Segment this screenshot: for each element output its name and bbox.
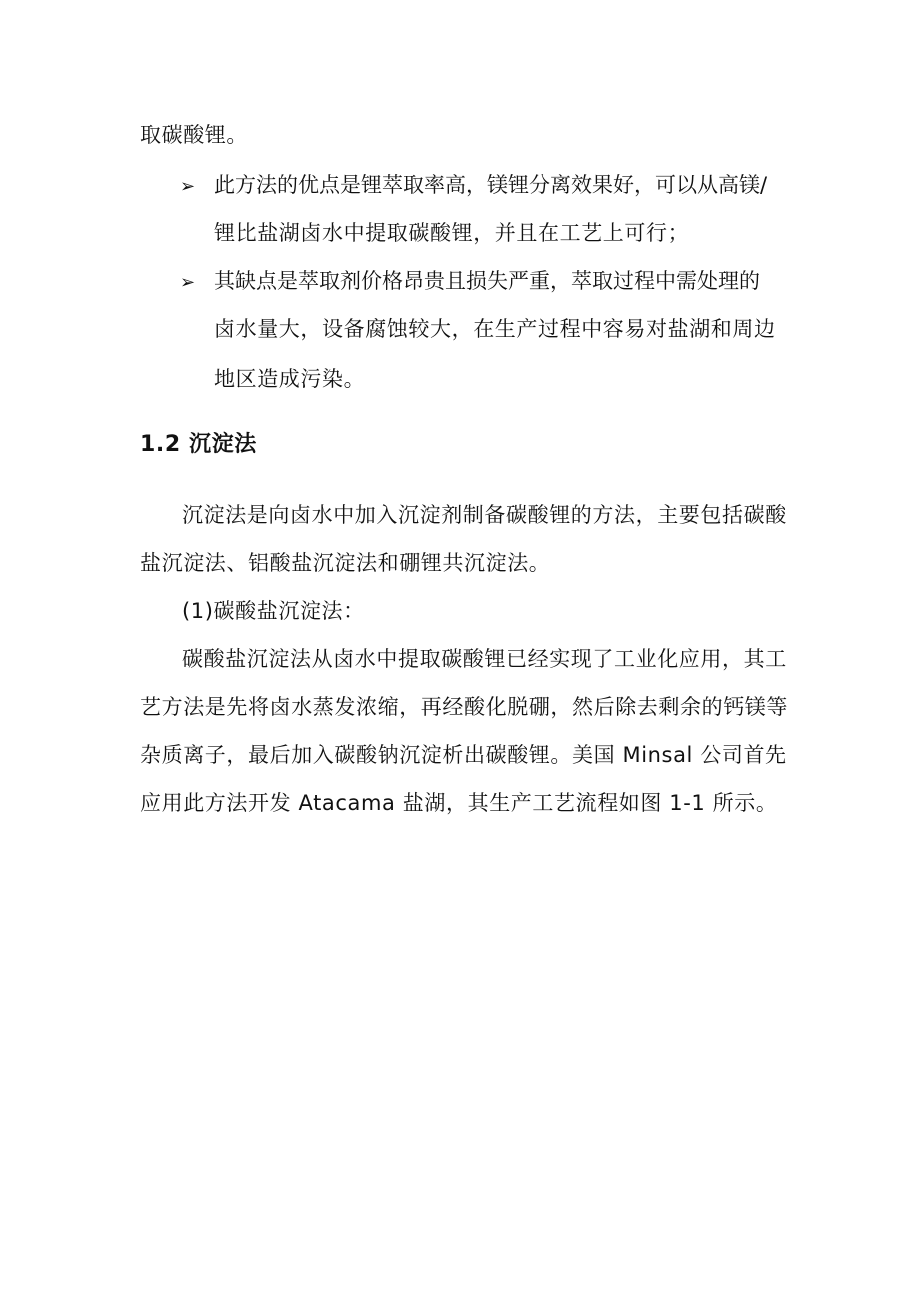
section-heading: 1.2 沉淀法 — [140, 432, 257, 457]
bullet-2-line-1: 其缺点是萃取剂价格昂贵且损失严重，萃取过程中需处理的 — [214, 269, 760, 293]
section-para1-line-1: 沉淀法是向卤水中加入沉淀剂制备碳酸锂的方法，主要包括碳酸 — [182, 503, 787, 527]
bullet-item-disadvantages — [180, 266, 760, 298]
arrow-bullet-icon: ➢ — [180, 272, 196, 293]
bullet-2-line-3: 地区造成污染。 — [214, 367, 366, 391]
bullet-1-line-1: 此方法的优点是锂萃取率高，镁锂分离效果好，可以从高镁/ — [214, 173, 768, 197]
arrow-bullet-icon: ➢ — [180, 176, 196, 197]
section-para2-line-3: 杂质离子，最后加入碳酸钠沉淀析出碳酸锂。美国 Minsal 公司首先 — [140, 743, 787, 767]
bullet-item-advantages — [180, 170, 767, 202]
intro-tail-text: 取碳酸锂。 — [140, 123, 248, 147]
subsection-label: (1)碳酸盐沉淀法： — [182, 599, 365, 623]
section-para2-line-2: 艺方法是先将卤水蒸发浓缩，再经酸化脱硼，然后除去剩余的钙镁等 — [140, 695, 788, 719]
section-para1-line-2: 盐沉淀法、铝酸盐沉淀法和硼锂共沉淀法。 — [140, 551, 551, 575]
bullet-1-line-2: 锂比盐湖卤水中提取碳酸锂，并且在工艺上可行； — [214, 221, 690, 245]
section-para2-line-4: 应用此方法开发 Atacama 盐湖，其生产工艺流程如图 1-1 所示。 — [140, 791, 778, 815]
bullet-2-line-2: 卤水量大，设备腐蚀较大，在生产过程中容易对盐湖和周边 — [214, 317, 776, 341]
section-para2-line-1: 碳酸盐沉淀法从卤水中提取碳酸锂已经实现了工业化应用，其工 — [182, 647, 787, 671]
